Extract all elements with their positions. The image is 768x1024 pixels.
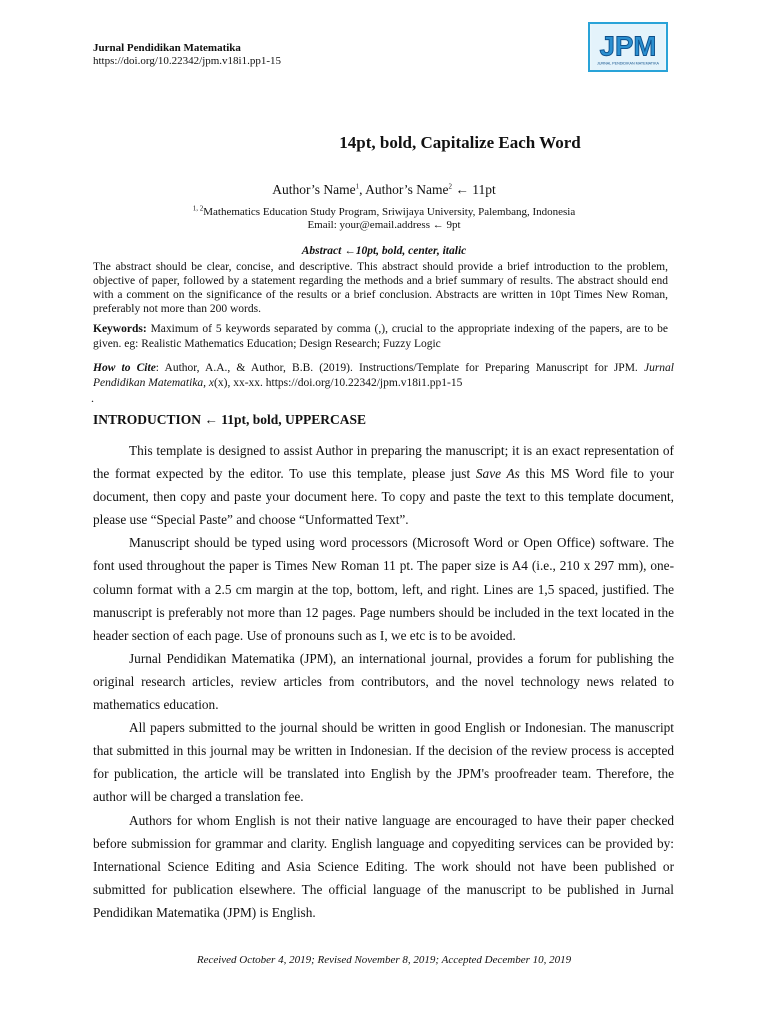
paper-title: 14pt, bold, Capitalize Each Word <box>339 133 581 152</box>
keywords-text: Maximum of 5 keywords separated by comma (,), crucial to the appropriate indexing of the papers, are to be given. eg: Realistic Mathematics Education; Design Research; Fuzzy Logic <box>93 323 668 350</box>
journal-logo <box>588 22 668 72</box>
author-line <box>0 182 768 198</box>
author-2-sup: 2 <box>448 182 452 191</box>
logo-subtext: JURNAL PENDIDIKAN MATEMATIKA <box>597 61 659 66</box>
affiliation-sup: 1, 2 <box>192 204 204 213</box>
stray-dot: . <box>91 391 94 405</box>
abstract-text: The abstract should be clear, concise, and descriptive. This abstract should provide a brief introduction to the problem, objective of paper, followed by a statement regarding the methods and a brief summary of results. The abstract should end with a comment on the significance of the results or a brief conclusion. Abstracts are written in 10pt Times New Roman, preferably not more than 200 words. <box>93 261 668 315</box>
keywords-label: Keywords: <box>93 323 147 335</box>
paragraph-5: Authors for whom English is not their native language are encouraged to have their paper checked before submission for grammar and clarity. English language and copyediting services can be provided by: International Science Editing and Asia Science Editing. The work should not have been published or submitted for publication elsewhere. The official language of the manuscript to be published in Jurnal Pendidikan Matematika (JPM) is English. <box>93 812 674 920</box>
journal-name: Jurnal Pendidikan Matematika <box>93 42 241 54</box>
author-2: Author’s Name <box>365 182 449 197</box>
logo-text: JPM <box>599 30 657 62</box>
paragraph-3: Jurnal Pendidikan Matematika (JPM), an international journal, provides a forum for publishing the original research articles, review articles from contributors, and the novel technology news related to mathematics education. <box>93 650 674 713</box>
how-to-cite <box>93 361 674 391</box>
introduction-body <box>93 439 674 924</box>
cite-label: How to Cite <box>93 362 156 374</box>
author-size-note: ← 11pt <box>452 182 496 197</box>
affiliation <box>0 206 768 232</box>
received-dates-footer: Received October 4, 2019; Revised November 8, 2019; Accepted December 10, 2019 <box>196 954 572 966</box>
paragraph-4: All papers submitted to the journal should be written in good English or Indonesian. The manuscript that submitted in this journal may be written in Indonesian. If the decision of the review process is accepted for publication, the article will be translated into English by the JPM's proofreader team. Therefore, the author will be charged a translation fee. <box>93 720 674 805</box>
abstract-heading: Abstract ←10pt, bold, center, italic <box>301 245 467 257</box>
paragraph-1-part-a: This template is designed to assist Author in preparing the manuscript; it is an exact representation of the format expected by the editor. To use this template, please just <box>93 443 674 482</box>
jpm-logo-icon <box>590 24 666 70</box>
email-line: Email: your@email.address ← 9pt <box>307 219 461 231</box>
journal-doi: https://doi.org/10.22342/jpm.v18i1.pp1-15 <box>93 55 282 67</box>
journal-header <box>93 42 281 68</box>
affiliation-text: Mathematics Education Study Program, Sriwijaya University, Palembang, Indonesia <box>203 206 576 218</box>
introduction-heading: INTRODUCTION ← 11pt, bold, UPPERCASE <box>93 412 367 427</box>
paragraph-2: Manuscript should be typed using word processors (Microsoft Word or Open Office) software. The font used throughout the paper is Times New Roman 11 pt. The paper size is A4 (i.e., 210 x 297 mm), one-column format with a 2.5 cm margin at the top, bottom, left, and right. Lines are 1,5 spaced, justified. The manuscript is preferably not more than 12 pages. Page numbers should be included in the text located in the header section of each page. Use of pronouns such as I, we etc is to be avoided. <box>93 535 674 643</box>
paragraph-1-part-b: this MS Word file to your document, then copy and paste your document here. To copy and paste the text to this template document, please use “Special Paste” and choose “Unformatted Text”. <box>93 466 674 528</box>
keywords <box>93 322 668 352</box>
cite-text: : Author, A.A., & Author, B.B. (2019). Instructions/Template for Preparing Manuscript for JPM. <box>155 362 644 374</box>
author-separator: , <box>359 182 366 197</box>
paragraph-1-emphasis: Save As <box>475 466 520 482</box>
cite-journal: Jurnal Pendidikan Matematika, x <box>93 362 674 389</box>
author-1: Author’s Name <box>272 182 356 197</box>
author-1-sup: 1 <box>355 182 360 191</box>
cite-rest: (x), xx-xx. https://doi.org/10.22342/jpm.v18i1.pp1-15 <box>214 377 463 389</box>
paragraph-1 <box>93 439 674 531</box>
